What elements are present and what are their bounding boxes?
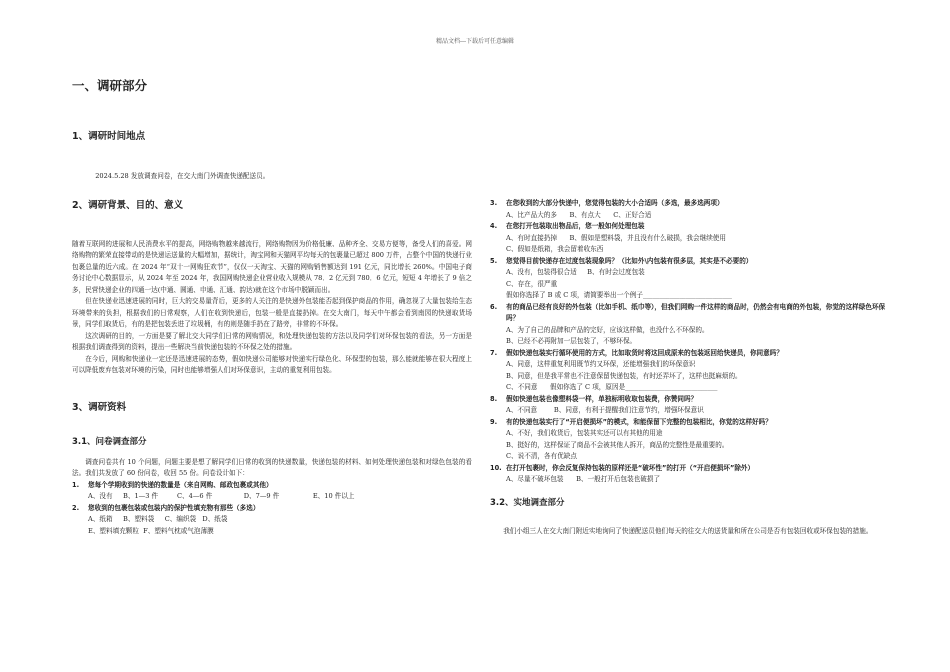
question-number: 5.	[490, 256, 498, 265]
field-survey-text: 我们小组三人在交大南门附近实地询问了快递配送员他们每天的往交大的送货量和所在公司是否有包装回收或环保包装的措施。	[503, 526, 873, 535]
question-options: A、没有 B、1—3 件 C、4—6 件 D、7—9 件 E、10 件以上	[88, 492, 355, 500]
question-item	[490, 417, 890, 463]
time-place-text: 2024.5.28 发放调查问卷，在交大南门外调查快递配送员。	[95, 172, 270, 180]
question-item	[490, 394, 890, 417]
question-text: 您觉得目前快递存在过度包装现象吗？（比如外\内包装有很多层，其实是不必要的）	[506, 256, 753, 265]
question-options: A、不好，我们收货后，包装其实还可以有其他的用途	[506, 429, 663, 437]
question-number: 8.	[490, 394, 498, 403]
question-item	[490, 302, 890, 348]
question-text: 在您收到的大部分快递中，您觉得包装的大小合适吗（多选，最多选两项）	[506, 199, 724, 207]
subsection-title-materials: 3、调研资料	[72, 401, 127, 413]
question-options: 假如你选择了 B 或 C 项，请简要举出一个例子___________________________	[506, 291, 732, 299]
section-title: 一、调研部分	[72, 78, 148, 93]
question-number: 3.	[490, 199, 498, 207]
question-item	[72, 480, 472, 503]
question-options: A、比产品大的多 B、有点大 C、正好合适	[506, 210, 652, 219]
question-item	[490, 348, 890, 394]
question-options: A、为了自己的品牌和产品的完好，应该这样做，也没什么不环保的。	[506, 325, 709, 334]
question-text: 您每个学期收到的快递的数量是（来自网购、邮政包裹或其他）	[88, 480, 273, 489]
question-text: 在打开包裹时，你会反复保持包装的原样还是“破坏性”的打开（“开启便损坏”除外）	[506, 463, 755, 472]
question-text: 有的商品已经有良好的外包装（比如手机、纸巾等），但我们网购一件这样的商品时，仍然会有电商的外包装，你觉的这样绿色环保吗？	[506, 302, 886, 322]
question-number: 2.	[72, 503, 80, 512]
question-item	[72, 503, 472, 538]
question-text: 您收到的包裹包装或包装内的保护性填充物有那些（多选）	[88, 503, 260, 512]
question-options: A、纸箱 B、塑料袋 C、编织袋 D、纸袋	[88, 515, 228, 523]
question-options: C、说不清，各有优缺点	[506, 452, 577, 460]
question-options: C、假如是纸箱，我会留着收东西	[506, 245, 604, 253]
question-options: A、不同意 B、同意，有利于提醒我们注意节约，增强环保意识	[506, 406, 704, 414]
question-number: 9.	[490, 417, 498, 426]
question-options: A、尽量不破坏包装 B、一般打开后包装也破损了	[506, 475, 661, 483]
question-options: A、有时直接扔掉 B、假如是塑料袋，并且没有什么破损，我会继续使用	[506, 233, 726, 242]
question-number: 1.	[72, 480, 80, 489]
header-note: 精品文档---下载后可任意编辑	[435, 38, 515, 45]
question-options: C、存在，很严重	[506, 279, 558, 288]
question-item	[490, 463, 890, 486]
question-item	[490, 256, 890, 302]
question-number: 4.	[490, 222, 498, 230]
question-options: E、塑料填充颗粒 F、塑料气枕或气泡薄膜	[88, 526, 214, 535]
question-text: 在您打开包装取出物品后，您一般如何处理包装	[506, 222, 645, 230]
question-text: 假如快递包装实行循环使用的方式，比如取货时将这回成原来的包装返回给快递员，你同意吗？	[506, 348, 783, 357]
question-options: B、已经不必再附加一层包装了，不够环保。	[506, 337, 637, 345]
question-options: B、挺好的，这样保证了商品不会被其他人拆开，商品的完整性是最重要的。	[506, 440, 729, 449]
question-number: 7.	[490, 348, 498, 357]
question-text: 有的快递包装实行了“开启便损坏”的模式，和能保留下完整的包装相比，你觉的这样好吗？	[506, 417, 772, 426]
subsection-title-background: 2、调研背景、目的、意义	[72, 199, 184, 211]
background-paragraph: 这次调研的目的，一方面是要了解北交大同学们日常的网购情况，和处理快递包装的方法以及同学们对环保包装的看法，另一方面是根据我们调查得到的资料，提出一些解决当前快递包装的不环保之处的措施。	[72, 331, 472, 351]
question-item	[490, 221, 890, 256]
question-options: A、没有，包装得很合适 B、有时会过度包装	[506, 268, 645, 276]
question-options: B、同意，但是我平常也不注意保留快递包装，有时还弄坏了，这样也挺麻烦的。	[506, 371, 742, 380]
background-paragraph: 在今后，网购和快递业一定还是迅速进展的态势，假如快递公司能够对快递实行绿色化、环保型的包装，那么能就能够在很大程度上可以降低废弃包装对环境的污染，同时也能够增强人们对环保意识，主动的重复利用包装。	[72, 354, 472, 374]
left-column	[72, 76, 472, 537]
subsection-title-questionnaire: 3.1、问卷调查部分	[72, 436, 147, 447]
question-item	[490, 198, 890, 221]
question-options: A、同意，这样重复利用既节约又环保，还能增强我们的环保意识	[506, 360, 696, 368]
background-paragraph: 但在快递业迅速进展的同时，巨大的交易量背后，更多的人关注的是快递外包装能否起到保护商品的作用，确忽视了大量包装给生态环境带来的负担，根据我们的日常观察，人们在收到快递后，包装一般是直接扔掉。在交大南门，每天中午都会看到南园的快递取货场景，同学们取货后，有的是把包装丢进了垃圾桶，有的则是随手扔在了路旁，非常的不环保。	[72, 297, 472, 328]
questionnaire-intro: 调查问卷共有 10 个问题，问题主要是想了解同学们日常的收到的快递数量，快递包装的材料、如何处理快递包装和对绿色包装的看法。我们共发放了 60 份问卷，收回 55 份。问卷设计如下：	[72, 457, 472, 477]
right-column	[490, 198, 890, 537]
question-number: 6.	[490, 302, 498, 311]
question-options: C、不同意 假如你选了 C 项，原因是____________________________	[506, 383, 718, 391]
question-number: 10.	[490, 463, 502, 472]
question-text: 假如快递包装也像塑料袋一样，单独标明收取包装费，你赞同吗？	[506, 394, 698, 403]
background-paragraph: 随着互联网的进展和人民消费水平的提高，网络购物越来越流行，网络购物因为价格低廉、品种齐全、交易方便等，备受人们的喜爱。网络购物的繁荣直接带动的是快递运送量的大幅增加，据统计，淘宝网和天猫网平均每天的包裹量已超过 800 万件，占整个中国的快递行业包裹总量的近六成。在 2024 年“双十一网购狂欢节”，仅仅一天淘宝、天猫的网购销售额达到 191 亿元，同比增长 260%。中国电子商务讨论中心数据显示，从 2024 年至 2024 年，我国网购快递企业营业收入规模从 78．2 亿元到 780．6 亿元，短短 4 年增长了 9 倍之多，民营快递企业的四通一达(中通、圆通、申通、汇通、韵达)就在这个市场中脱颖而出。	[72, 239, 472, 294]
subsection-title-time-place: 1、调研时间地点	[72, 131, 146, 142]
subsection-title-field-survey: 3.2、实地调查部分	[490, 497, 565, 508]
